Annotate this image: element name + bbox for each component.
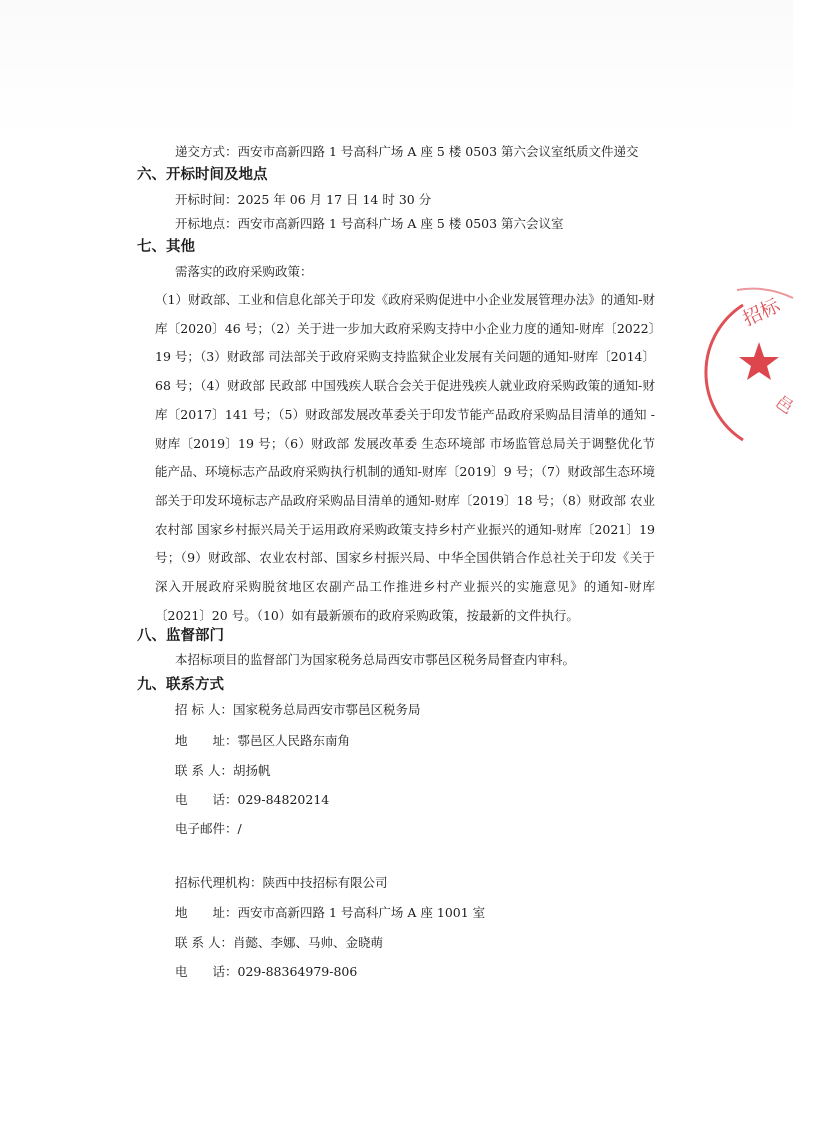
agency-name: 陕西中技招标有限公司 (262, 875, 388, 890)
contact-label: 电子邮件： (175, 821, 238, 836)
policy-intro: 需落实的政府采购政策： (175, 264, 313, 279)
phone-row (175, 790, 329, 810)
contact-value: / (237, 821, 242, 836)
tenderer-row (175, 700, 420, 720)
section-6-heading: 六、开标时间及地点 (137, 167, 268, 183)
section-9-heading: 九、联系方式 (137, 677, 224, 693)
opening-time: 开标时间：2025 年 06 月 17 日 14 时 30 分 (175, 192, 432, 207)
agency-phone-row (175, 962, 357, 982)
contact-label: 联 系 人： (175, 935, 233, 950)
contact-label: 招 标 人： (175, 702, 233, 717)
address-row (175, 731, 350, 751)
contact-label: 电 话： (175, 964, 238, 979)
contact-value: 胡扬帆 (232, 763, 271, 778)
agency-label: 招标代理机构： (175, 875, 263, 890)
contact-value: 029-88364979-806 (237, 964, 358, 979)
seal-text-lower: 邑 (771, 392, 797, 419)
supervision-text: 本招标项目的监督部门为国家税务总局西安市鄠邑区税务局督查内审科。 (175, 652, 576, 667)
section-7-heading: 七、其他 (137, 239, 195, 255)
contact-person-row (175, 761, 270, 781)
agency-contact-row (175, 933, 383, 953)
contact-label: 地 址： (175, 905, 238, 920)
policy-list: （1）财政部、工业和信息化部关于印发《政府采购促进中小企业发展管理办法》的通知-财库〔2020〕46 号；（2）关于进一步加大政府采购支持中小企业力度的通知-财库〔2022〕19 号；（3）财政部 司法部关于政府采购支持监狱企业发展有关问题的通知-财库〔2014〕68 号；（4）财政部 民政部 中国残疾人联合会关于促进残疾人就业政府采购政策的通知-财库〔2017〕141 号；（5）财政部发展改革委关于印发节能产品政府采购品目清单的通知 -财库〔2019〕19 号；（6）财政部 发展改革委 生态环境部 市场监管总局关于调整优化节能产品、环境标志产品政府采购执行机制的通知-财库〔2019〕9 号；（7）财政部生态环境部关于印发环境标志产品政府采购品目清单的通知-财库〔2019〕18 号；（8）财政部 农业农村部 国家乡村振兴局关于运用政府采购政策支持乡村产业振兴的通知-财库〔2021〕19 号；（9）财政部、农业农村部、国家乡村振兴局、中华全国供销合作总社关于印发《关于深入开展政府采购脱贫地区农副产品工作推进乡村产业振兴的实施意见》的通知-财库〔2021〕20 号。（10）如有最新颁布的政府采购政策，按最新的文件执行。 (155, 292, 655, 623)
contact-label: 地 址： (175, 733, 238, 748)
contact-label: 电 话： (175, 792, 238, 807)
section-8-heading: 八、监督部门 (137, 628, 224, 644)
contact-value: 鄠邑区人民路东南角 (237, 733, 351, 748)
contact-value: 西安市高新四路 1 号高科广场 A 座 1001 室 (237, 905, 486, 920)
seal-text: 招标 (739, 294, 784, 331)
agency-address-row (175, 903, 485, 923)
agency-row (175, 873, 388, 893)
red-seal-star-icon (735, 280, 815, 450)
contact-value: 029-84820214 (237, 792, 330, 807)
contact-value: 肖懿、李娜、马帅、金晓萌 (232, 935, 383, 950)
submission-method: 递交方式：西安市高新四路 1 号高科广场 A 座 5 楼 0503 第六会议室纸质文件递交 (175, 144, 639, 159)
contact-value: 国家税务总局西安市鄠邑区税务局 (232, 702, 421, 717)
email-row (175, 819, 242, 839)
contact-label: 联 系 人： (175, 763, 233, 778)
opening-place: 开标地点：西安市高新四路 1 号高科广场 A 座 5 楼 0503 第六会议室 (175, 216, 564, 231)
